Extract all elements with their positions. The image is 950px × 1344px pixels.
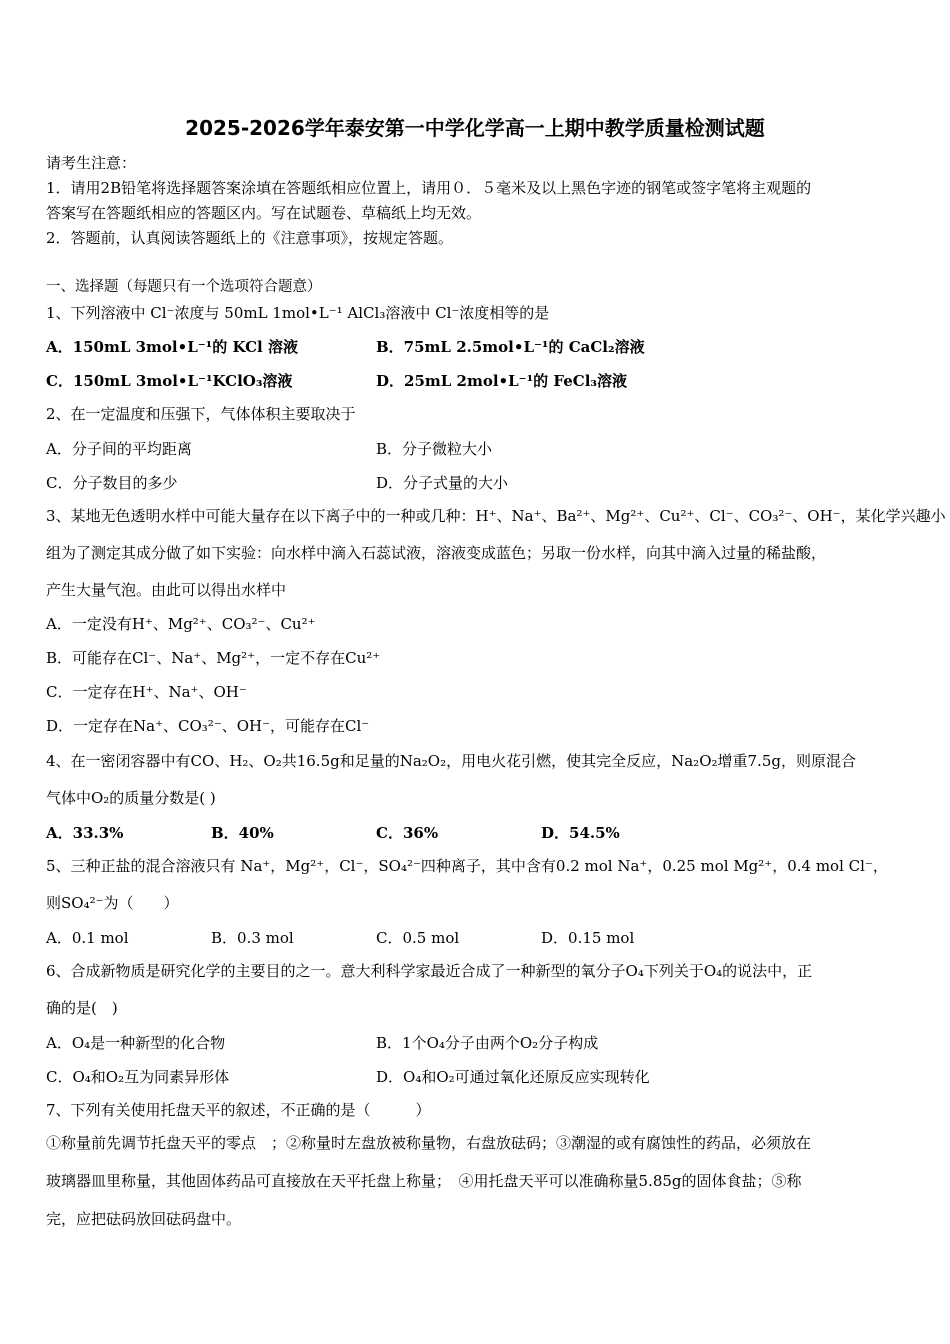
- q3-stem-line3: 产生大量气泡。由此可以得出水样中: [46, 581, 287, 599]
- q7-stem: 7、下列有关使用托盘天平的叙述，不正确的是（ ）: [46, 1101, 431, 1119]
- q6-option-d[interactable]: D．O₄和O₂可通过氧化还原反应实现转化: [376, 1068, 650, 1086]
- page-title: 2025-2026学年泰安第一中学化学高一上期中教学质量检测试题: [185, 116, 765, 140]
- q1-option-d[interactable]: D．25mL 2mol•L⁻¹的 FeCl₃溶液: [376, 372, 627, 390]
- notice-item-1b: 答案写在答题纸相应的答题区内。写在试题卷、草稿纸上均无效。: [46, 204, 482, 222]
- q3-option-c[interactable]: C．一定存在H⁺、Na⁺、OH⁻: [46, 683, 247, 701]
- q3-option-a[interactable]: A．一定没有H⁺、Mg²⁺、CO₃²⁻、Cu²⁺: [46, 615, 316, 633]
- q5-option-c[interactable]: C．0.5 mol: [376, 929, 460, 947]
- q4-stem-line1: 4、在一密闭容器中有CO、H₂、O₂共16.5g和足量的Na₂O₂，用电火花引燃，使其完全反应，Na₂O₂增重7.5g，则原混合: [46, 752, 856, 770]
- q7-line1: ①称量前先调节托盘天平的零点 ；②称量时左盘放被称量物，右盘放砝码；③潮湿的或有腐蚀性的药品，必须放在: [46, 1134, 812, 1152]
- q5-option-b[interactable]: B．0.3 mol: [211, 929, 294, 947]
- q1-stem: 1、下列溶液中 Cl⁻浓度与 50mL 1mol•L⁻¹ AlCl₃溶液中 Cl⁻浓度相等的是: [46, 304, 550, 322]
- q1-option-a[interactable]: A．150mL 3mol•L⁻¹的 KCl 溶液: [46, 338, 298, 356]
- q2-options-row2: [46, 472, 916, 494]
- q4-option-a[interactable]: A．33.3%: [46, 824, 124, 842]
- q1-options-row2: [46, 370, 916, 392]
- q5-stem-line1: 5、三种正盐的混合溶液只有 Na⁺，Mg²⁺，Cl⁻，SO₄²⁻四种离子，其中含有0.2 mol Na⁺，0.25 mol Mg²⁺，0.4 mol Cl⁻，: [46, 857, 888, 875]
- q5-stem-line2: 则SO₄²⁻为（ ）: [46, 894, 179, 912]
- q6-option-a[interactable]: A．O₄是一种新型的化合物: [46, 1034, 226, 1052]
- q3-stem-line2: 组为了测定其成分做了如下实验：向水样中滴入石蕊试液，溶液变成蓝色；另取一份水样，向其中滴入过量的稀盐酸，: [46, 544, 827, 562]
- q2-stem: 2、在一定温度和压强下，气体体积主要取决于: [46, 405, 356, 423]
- q3-option-b[interactable]: B．可能存在Cl⁻、Na⁺、Mg²⁺，一定不存在Cu²⁺: [46, 649, 381, 667]
- q4-stem-line2: 气体中O₂的质量分数是( ): [46, 789, 216, 807]
- q4-option-b[interactable]: B．40%: [211, 824, 274, 842]
- notice-item-1a: 1．请用2B铅笔将选择题答案涂填在答题纸相应位置上，请用０．５毫米及以上黑色字迹的钢笔或签字笔将主观题的: [46, 179, 812, 197]
- q6-options-row2: [46, 1066, 916, 1088]
- q5-option-a[interactable]: A．0.1 mol: [46, 929, 129, 947]
- section-heading: 一、选择题（每题只有一个选项符合题意）: [46, 279, 322, 295]
- q6-stem-line1: 6、合成新物质是研究化学的主要目的之一。意大利科学家最近合成了一种新型的氧分子O₄下列关于O₄的说法中，正: [46, 962, 813, 980]
- q1-options-row1: [46, 336, 916, 358]
- q2-option-d[interactable]: D．分子式量的大小: [376, 474, 509, 492]
- q6-options-row1: [46, 1032, 916, 1054]
- q1-option-b[interactable]: B．75mL 2.5mol•L⁻¹的 CaCl₂溶液: [376, 338, 645, 356]
- q4-options: [46, 822, 916, 844]
- q6-option-b[interactable]: B．1个O₄分子由两个O₂分子构成: [376, 1034, 599, 1052]
- q7-line2: 玻璃器皿里称量，其他固体药品可直接放在天平托盘上称量； ④用托盘天平可以准确称量5.85g的固体食盐；⑤称: [46, 1172, 802, 1190]
- q4-option-c[interactable]: C．36%: [376, 824, 439, 842]
- q2-options-row1: [46, 438, 916, 460]
- q7-line3: 完，应把砝码放回砝码盘中。: [46, 1210, 242, 1228]
- notice-heading: 请考生注意：: [46, 154, 137, 172]
- q5-option-d[interactable]: D．0.15 mol: [541, 929, 635, 947]
- q2-option-c[interactable]: C．分子数目的多少: [46, 474, 178, 492]
- q3-option-d[interactable]: D．一定存在Na⁺、CO₃²⁻、OH⁻，可能存在Cl⁻: [46, 717, 370, 735]
- q2-option-a[interactable]: A．分子间的平均距离: [46, 440, 192, 458]
- q5-options: [46, 927, 916, 949]
- notice-item-2: 2．答题前，认真阅读答题纸上的《注意事项》，按规定答题。: [46, 229, 454, 247]
- q1-option-c[interactable]: C．150mL 3mol•L⁻¹KClO₃溶液: [46, 372, 293, 390]
- q2-option-b[interactable]: B．分子微粒大小: [376, 440, 493, 458]
- q6-stem-line2: 确的是( ): [46, 999, 118, 1017]
- q3-stem-line1: 3、某地无色透明水样中可能大量存在以下离子中的一种或几种：H⁺、Na⁺、Ba²⁺、Mg²⁺、Cu²⁺、Cl⁻、CO₃²⁻、OH⁻，某化学兴趣小: [46, 507, 946, 525]
- q4-option-d[interactable]: D．54.5%: [541, 824, 620, 842]
- q6-option-c[interactable]: C．O₄和O₂互为同素异形体: [46, 1068, 230, 1086]
